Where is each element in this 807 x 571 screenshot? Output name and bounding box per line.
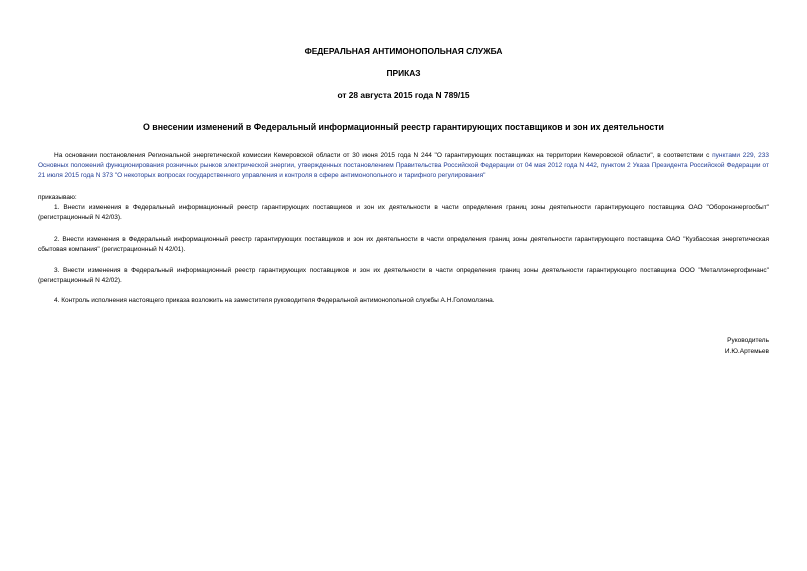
link-decree-373[interactable]: пунктом 2 Указа Президента Российской Федерации от 21 июля 2015 года N 373 "О некоторых вопросах государственного управления и контроля в сфере антимонопольного и тарифного регулирования" — [38, 162, 769, 179]
intro-paragraph — [38, 151, 769, 181]
signature-role: Руководитель — [727, 337, 769, 344]
order-word: приказываю: — [38, 194, 77, 201]
order-item-4: 4. Контроль исполнения настоящего приказа возложить на заместителя руководителя Федеральной антимонопольной службы А.Н.Голомолзина. — [54, 297, 495, 304]
agency-name: ФЕДЕРАЛЬНАЯ АНТИМОНОПОЛЬНАЯ СЛУЖБА — [304, 46, 503, 56]
order-item-1: 1. Внести изменения в Федеральный информационный реестр гарантирующих поставщиков и зон их деятельности в части определения границ зоны деятельности гарантирующего поставщика ОАО "Оборонэнергосбыт" (регистрационный N 42/03). — [38, 204, 769, 221]
order-item-3: 3. Внести изменения в Федеральный информационный реестр гарантирующих поставщиков и зон их деятельности в части определения границ зоны деятельности гарантирующего поставщика ООО "Металлэнергофинанс" (регистрационный N 42/02). — [38, 267, 769, 284]
intro-text-part1: На основании постановления Региональной энергетической комиссии Кемеровской области от 30 июня 2015 года N 244 "О гарантирующих поставщиках на территории Кемеровской области", в соответствии с — [54, 152, 713, 159]
intro-text-part2: , — [596, 162, 601, 169]
document-page — [38, 0, 769, 571]
signature-name: И.Ю.Артемьев — [724, 348, 769, 355]
order-item-2: 2. Внести изменения в Федеральный информационный реестр гарантирующих поставщиков и зон их деятельности в части определения границ зоны деятельности гарантирующего поставщика ОАО "Кузбасская энергетическая сбытовая компания" (регистрационный N 42/01). — [38, 236, 769, 253]
document-date-number: от 28 августа 2015 года N 789/15 — [337, 90, 470, 100]
document-type: ПРИКАЗ — [386, 68, 421, 78]
document-title: О внесении изменений в Федеральный информационный реестр гарантирующих поставщиков и зон их деятельности — [143, 122, 664, 132]
link-points-229-233[interactable]: пунктами 229, 233 Основных положений функционирования розничных рынков электрической энергии, утвержденных постановлением Правительства Российской Федерации от 04 мая 2012 года N 442 — [38, 152, 769, 169]
